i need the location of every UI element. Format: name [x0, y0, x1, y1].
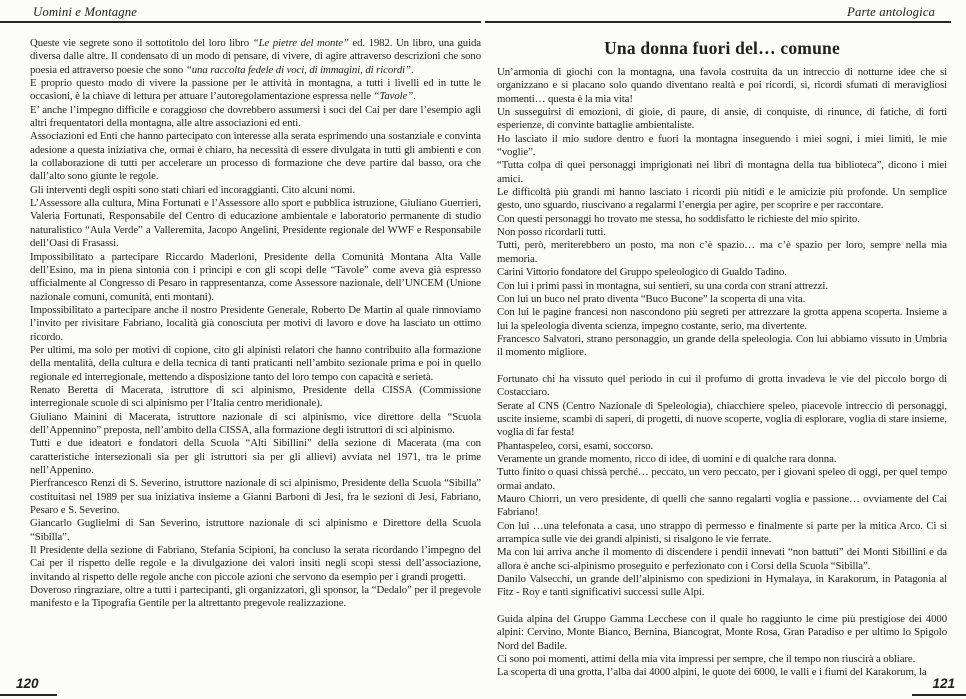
- text-segment: Ci sono poi momenti, attimi della mia vita impressi per sempre, che il tempo non riuscirà a obliare.: [497, 653, 916, 666]
- paragraph: [30, 437, 481, 477]
- folio-rule-right: [912, 694, 966, 696]
- text-segment: Con lui le pagine francesi non nascondono più segreti per attrezzare la grotta appena scoperta. Insieme a lui la speleologia diventa scienza, impegno costante, serio, ma divertente.: [497, 306, 947, 332]
- paragraph: [30, 104, 481, 131]
- text-segment: Ma con lui arriva anche il momento di discendere i pendii innevati “non battuti” dei Monti Sibillini e da allora è anche sci-alpinismo proseguito e perfezionato con i Corsi della Scuola “Sibilla”.: [497, 546, 947, 572]
- text-segment: Giancarlo Guglielmi di San Severino, istruttore nazionale di sci alpinismo e Direttore della Scuola “Sibilla”.: [30, 517, 481, 543]
- text-segment: L’Assessore alla cultura, Mina Fortunati e l’Assessore allo sport e pubblica istruzione, Giuliano Guerrieri, Valeria Fortunati, Responsabile del Centro di educazione ambientale e laboratorio permanente di studio naturalistico “Aula Verde” a Valleremita, Jacopo Angelini, Presidente regionale del WWF e Responsabile dell’Oasi di Frasassi.: [30, 197, 481, 250]
- paragraph: [497, 613, 947, 653]
- left-page-body: [30, 37, 481, 611]
- running-head-right: Parte antologica: [847, 5, 935, 19]
- folio-rule-left: [0, 694, 57, 696]
- header-rule-right: [485, 21, 951, 23]
- text-segment: Francesco Salvatori, strano personaggio, un grande della speleologia. Con lui abbiamo vissuto in Umbria il momento migliore.: [497, 332, 947, 359]
- text-segment: Veramente un grande momento, ricco di idee, di uomini e di qualche rara donna.: [497, 452, 837, 465]
- italic-text-segment: “una raccolta fedele di voci, di immagini, di ricordi”: [185, 63, 411, 76]
- paragraph: [497, 466, 947, 493]
- paragraph: [497, 573, 947, 600]
- paragraph: [30, 384, 481, 411]
- text-segment: Le difficoltà più grandi mi hanno lasciato i ricordi più nitidi e le amicizie più profonde. Un semplice gesto, uno sguardo, riuscivano a regalarmi l’energia per agire, per scoprire e per raccontare.: [497, 186, 947, 212]
- text-segment: La scoperta di una grotta, l’alba dai 4000 alpini, le quote dei 6000, le valli e i fiumi del Karakorum, la: [497, 666, 927, 679]
- paragraph: [497, 239, 947, 266]
- paragraph: [497, 186, 947, 213]
- text-segment: Impossibilitato a partecipare anche il nostro Presidente Generale, Roberto De Martin al quale rinnoviamo l’invito per rivisitare Fabriano, località già conosciuta per motivi di lavoro e dove ha lasciato un ottimo ricordo.: [30, 303, 481, 343]
- paragraph: [30, 197, 481, 250]
- paragraph: [30, 184, 481, 197]
- paragraph: [497, 159, 947, 186]
- page-number-right: 121: [932, 676, 955, 691]
- text-segment: Con questi personaggi ho trovato me stessa, ho soddisfatto le richieste del mio spirito.: [497, 212, 860, 225]
- running-head-left: Uomini e Montagne: [33, 5, 138, 19]
- text-segment: .: [413, 90, 416, 103]
- text-segment: Associazioni ed Enti che hanno partecipato con interesse alla serata esprimendo una sostanziale e convinta adesione a questa iniziativa che, ormai è chiaro, ha necessità di essere divulgata in tutti gli ambienti e con la collaborazione di tutti per accelerare un processo di formazione che deve partire dal basso, ora che dall’alto sono giunte le regole.: [30, 130, 481, 183]
- paragraph: [497, 666, 947, 679]
- text-segment: Danilo Valsecchi, un grande dell’alpinismo con spedizioni in Hymalaya, in Karakorum, in Patagonia al Fitz - Roy e tanti significativi successi sulle Alpi.: [497, 573, 947, 599]
- paragraph: [497, 653, 947, 666]
- text-segment: Con lui i primi passi in montagna, sui sentieri, su una corda con strani attrezzi.: [497, 279, 828, 292]
- paragraph: [497, 133, 947, 160]
- text-segment: Pierfrancesco Renzi di S. Severino, istruttore nazionale di sci alpinismo, Presidente della Scuola “Sibilla” costituitasi nel 1989 per sua iniziativa insieme a Gianni Barboni di Jesi, fra le sezioni di Jesi, Fabriano, Pesaro e S. Severino.: [30, 477, 481, 517]
- paragraph: [30, 344, 481, 384]
- paragraph: [30, 304, 481, 344]
- text-segment: Renato Beretta di Macerata, istruttore di sci alpinismo, Presidente della CISSA (Commissione interregionale scuole di sci alpinismo per l’Italia centro meridionale).: [30, 383, 481, 410]
- text-segment: Non posso ricordarli tutti.: [497, 226, 606, 239]
- paragraph: [497, 293, 947, 306]
- paragraph: [30, 77, 481, 104]
- paragraph: [497, 226, 947, 239]
- paragraph: [30, 477, 481, 517]
- paragraph: [497, 440, 947, 453]
- text-segment: Guida alpina del Gruppo Gamma Lecchese con il quale ho raggiunto le cime più prestigiose dei 4000 alpini: Cervino, Monte Bianco, Bernina, Biancograt, Monte Rosa, Gran Paradiso e per ultimo lo Spigolo Nord del Badile.: [497, 613, 947, 652]
- text-segment: Ho lasciato il mio sudore dentro e fuori la montagna inseguendo i miei sogni, i miei limiti, le mie “voglie”.: [497, 132, 947, 159]
- text-segment: Il Presidente della sezione di Fabriano, Stefania Scipioni, ha concluso la serata ricordando l’impegno del Cai per il rispetto delle regole e la divulgazione dei valori insiti negli scopi stessi dell’associazione, invitando al rispetto delle regole anche con piccole azioni che servono da esempio per i grandi progetti.: [30, 544, 481, 583]
- page-number-left: 120: [16, 676, 39, 691]
- text-segment: Giuliano Mainini di Macerata, istruttore nazionale di sci alpinismo, vice direttore della “Scuola dell’Appennino” preposta, nell’ambito della CISSA, alla formazione degli istruttori di sci alpinismo.: [30, 410, 481, 436]
- text-segment: Gli interventi degli ospiti sono stati chiari ed incoraggianti. Cito alcuni nomi.: [30, 183, 356, 196]
- paragraph: [497, 213, 947, 226]
- italic-text-segment: “Tavole”: [373, 90, 414, 103]
- paragraph: [497, 333, 947, 360]
- article-title: Una donna fuori del… comune: [604, 38, 840, 58]
- text-segment: “Tutta colpa di quei personaggi imprigionati nei libri di montagna della tua biblioteca”, dicono i miei amici.: [497, 159, 947, 185]
- paragraph: [30, 130, 481, 183]
- text-segment: Serate al CNS (Centro Nazionale di Speleologia), chiacchiere speleo, piacevole intreccio di personaggi, uscite insieme, scambi di saperi, di progetti, di nuove scoperte, voglia di esplorare, voglia di stare insieme, voglia di far festa!: [497, 399, 947, 439]
- paragraph: [497, 493, 947, 520]
- paragraph: [497, 546, 947, 573]
- header-rule-left: [0, 21, 481, 23]
- text-segment: Con lui un buco nel prato diventa “Buco Bucone” la scoperta di una vita.: [497, 292, 806, 305]
- paragraph: [497, 400, 947, 440]
- text-segment: Phantaspeleo, corsi, esami, soccorso.: [497, 439, 654, 452]
- paragraph: [497, 106, 947, 133]
- right-page-body: [497, 66, 947, 680]
- paragraph: [497, 453, 947, 466]
- text-segment: Carini Vittorio fondatore del Gruppo speleologico di Gualdo Tadino.: [497, 266, 787, 279]
- text-segment: Fortunato chi ha vissuto quel periodo in cui il profumo di grotta invadeva le vie del piccolo borgo di Costacciaro.: [497, 372, 947, 399]
- text-segment: Per ultimi, ma solo per motivi di copione, cito gli alpinisti relatori che hanno contribuito alla formazione della mentalità, della cultura e della tecnica di tanti praticanti nell’ambito sezionale prima e poi in quello regionale ed interregionale, mettendo a disposizione tanto del loro tempo con capacità e serietà.: [30, 343, 481, 383]
- text-segment: E’ anche l’impegno difficile e coraggioso che dovrebbero assumersi i soci del Cai per dare l’esempio agli altri frequentatori della montagna, alle altre associazioni ed enti.: [30, 103, 481, 130]
- text-segment: Tutti e due ideatori e fondatori della Scuola “Alti Sibillini” della sezione di Macerata (ma con caratteristiche intersezionali sia per gli istruttori sia per gli allievi) avviata nel 1971, tra le prime nell’Appenino.: [30, 437, 481, 476]
- paragraph: [30, 584, 481, 611]
- text-segment: ed. 1982. Un libro, una guida diversa dalle altre. Il condensato di un modo di pensare, di vivere, di agire attraverso descrizioni che sono poesia ed attraverso poesie che sono: [30, 37, 481, 76]
- text-segment: .: [410, 63, 414, 76]
- paragraph: [497, 280, 947, 293]
- paragraph: [497, 266, 947, 279]
- text-segment: Doveroso ringraziare, oltre a tutti i partecipanti, gli organizzatori, gli sponsor, la “Dedalo” per il pregevole manifesto e la Tipografia Gentile per la altrettanto pregevole realizzazione.: [30, 584, 481, 610]
- paragraph: [30, 517, 481, 544]
- paragraph: [30, 411, 481, 438]
- text-segment: Tutto finito o quasi chissà perché… peccato, un vero peccato, per i giovani speleo di oggi, per quel tempo ormai andato.: [497, 466, 947, 492]
- paragraph: [497, 373, 947, 400]
- paragraph: [30, 37, 481, 77]
- paragraph: [30, 544, 481, 584]
- paragraph: [497, 306, 947, 333]
- paragraph: [497, 66, 947, 106]
- text-segment: Un’armonia di giochi con la montagna, una favola costruita da un intreccio di notturne idee che si organizzano e si placano solo quando diventano realtà e poi ricordi, sì, ricordi sfumati di meravigliosi momenti… questa è la mia vita!: [497, 66, 947, 105]
- paragraph: [497, 520, 947, 547]
- text-segment: Mauro Chiorri, un vero presidente, di quelli che sanno regalarti voglia e passione… ovviamente del Cai Fabriano!: [497, 493, 947, 519]
- text-segment: Tutti, però, meriterebbero un posto, ma non c’è spazio… ma c’è spazio per loro, sempre nella mia memoria.: [497, 239, 947, 265]
- text-segment: Con lui …una telefonata a casa, uno strappo di permesso e finalmente si parte per la mitica Arco. Ci si arrampica sulle vie dei grandi alpinisti, si risalgono le vie ferrate.: [497, 519, 947, 546]
- paragraph: [30, 251, 481, 304]
- text-segment: Impossibilitato a partecipare Riccardo Maderloni, Presidente della Comunità Montana Alta Valle dell’Esino, ma in piena sintonia con i principi e con gli scopi delle “Tavole” come aveva già espresso ufficialmente al Congresso di Pesaro in rappresentanza, come Assessore nazionale, dell’UNCEM (Unione nazionale comuni, comunità, enti montani).: [30, 250, 481, 303]
- italic-text-segment: “Le pietre del monte”: [252, 37, 349, 49]
- text-segment: Un susseguirsi di emozioni, di gioie, di paure, di ansie, di conquiste, di rinunce, di fatiche, di forti esperienze, di convinte battaglie ambientaliste.: [497, 106, 947, 132]
- paragraph-gap: [497, 360, 947, 373]
- text-segment: Queste vie segrete sono il sottotitolo del loro libro: [30, 37, 253, 49]
- page-right: [483, 0, 966, 699]
- paragraph-gap: [497, 600, 947, 613]
- text-segment: E proprio questo modo di vivere la passione per le attività in montagna, a tutti i livelli ed in tutte le occasioni, è la chiave di lettura per attuare l’autoregolamentazione espressa nelle: [30, 77, 481, 103]
